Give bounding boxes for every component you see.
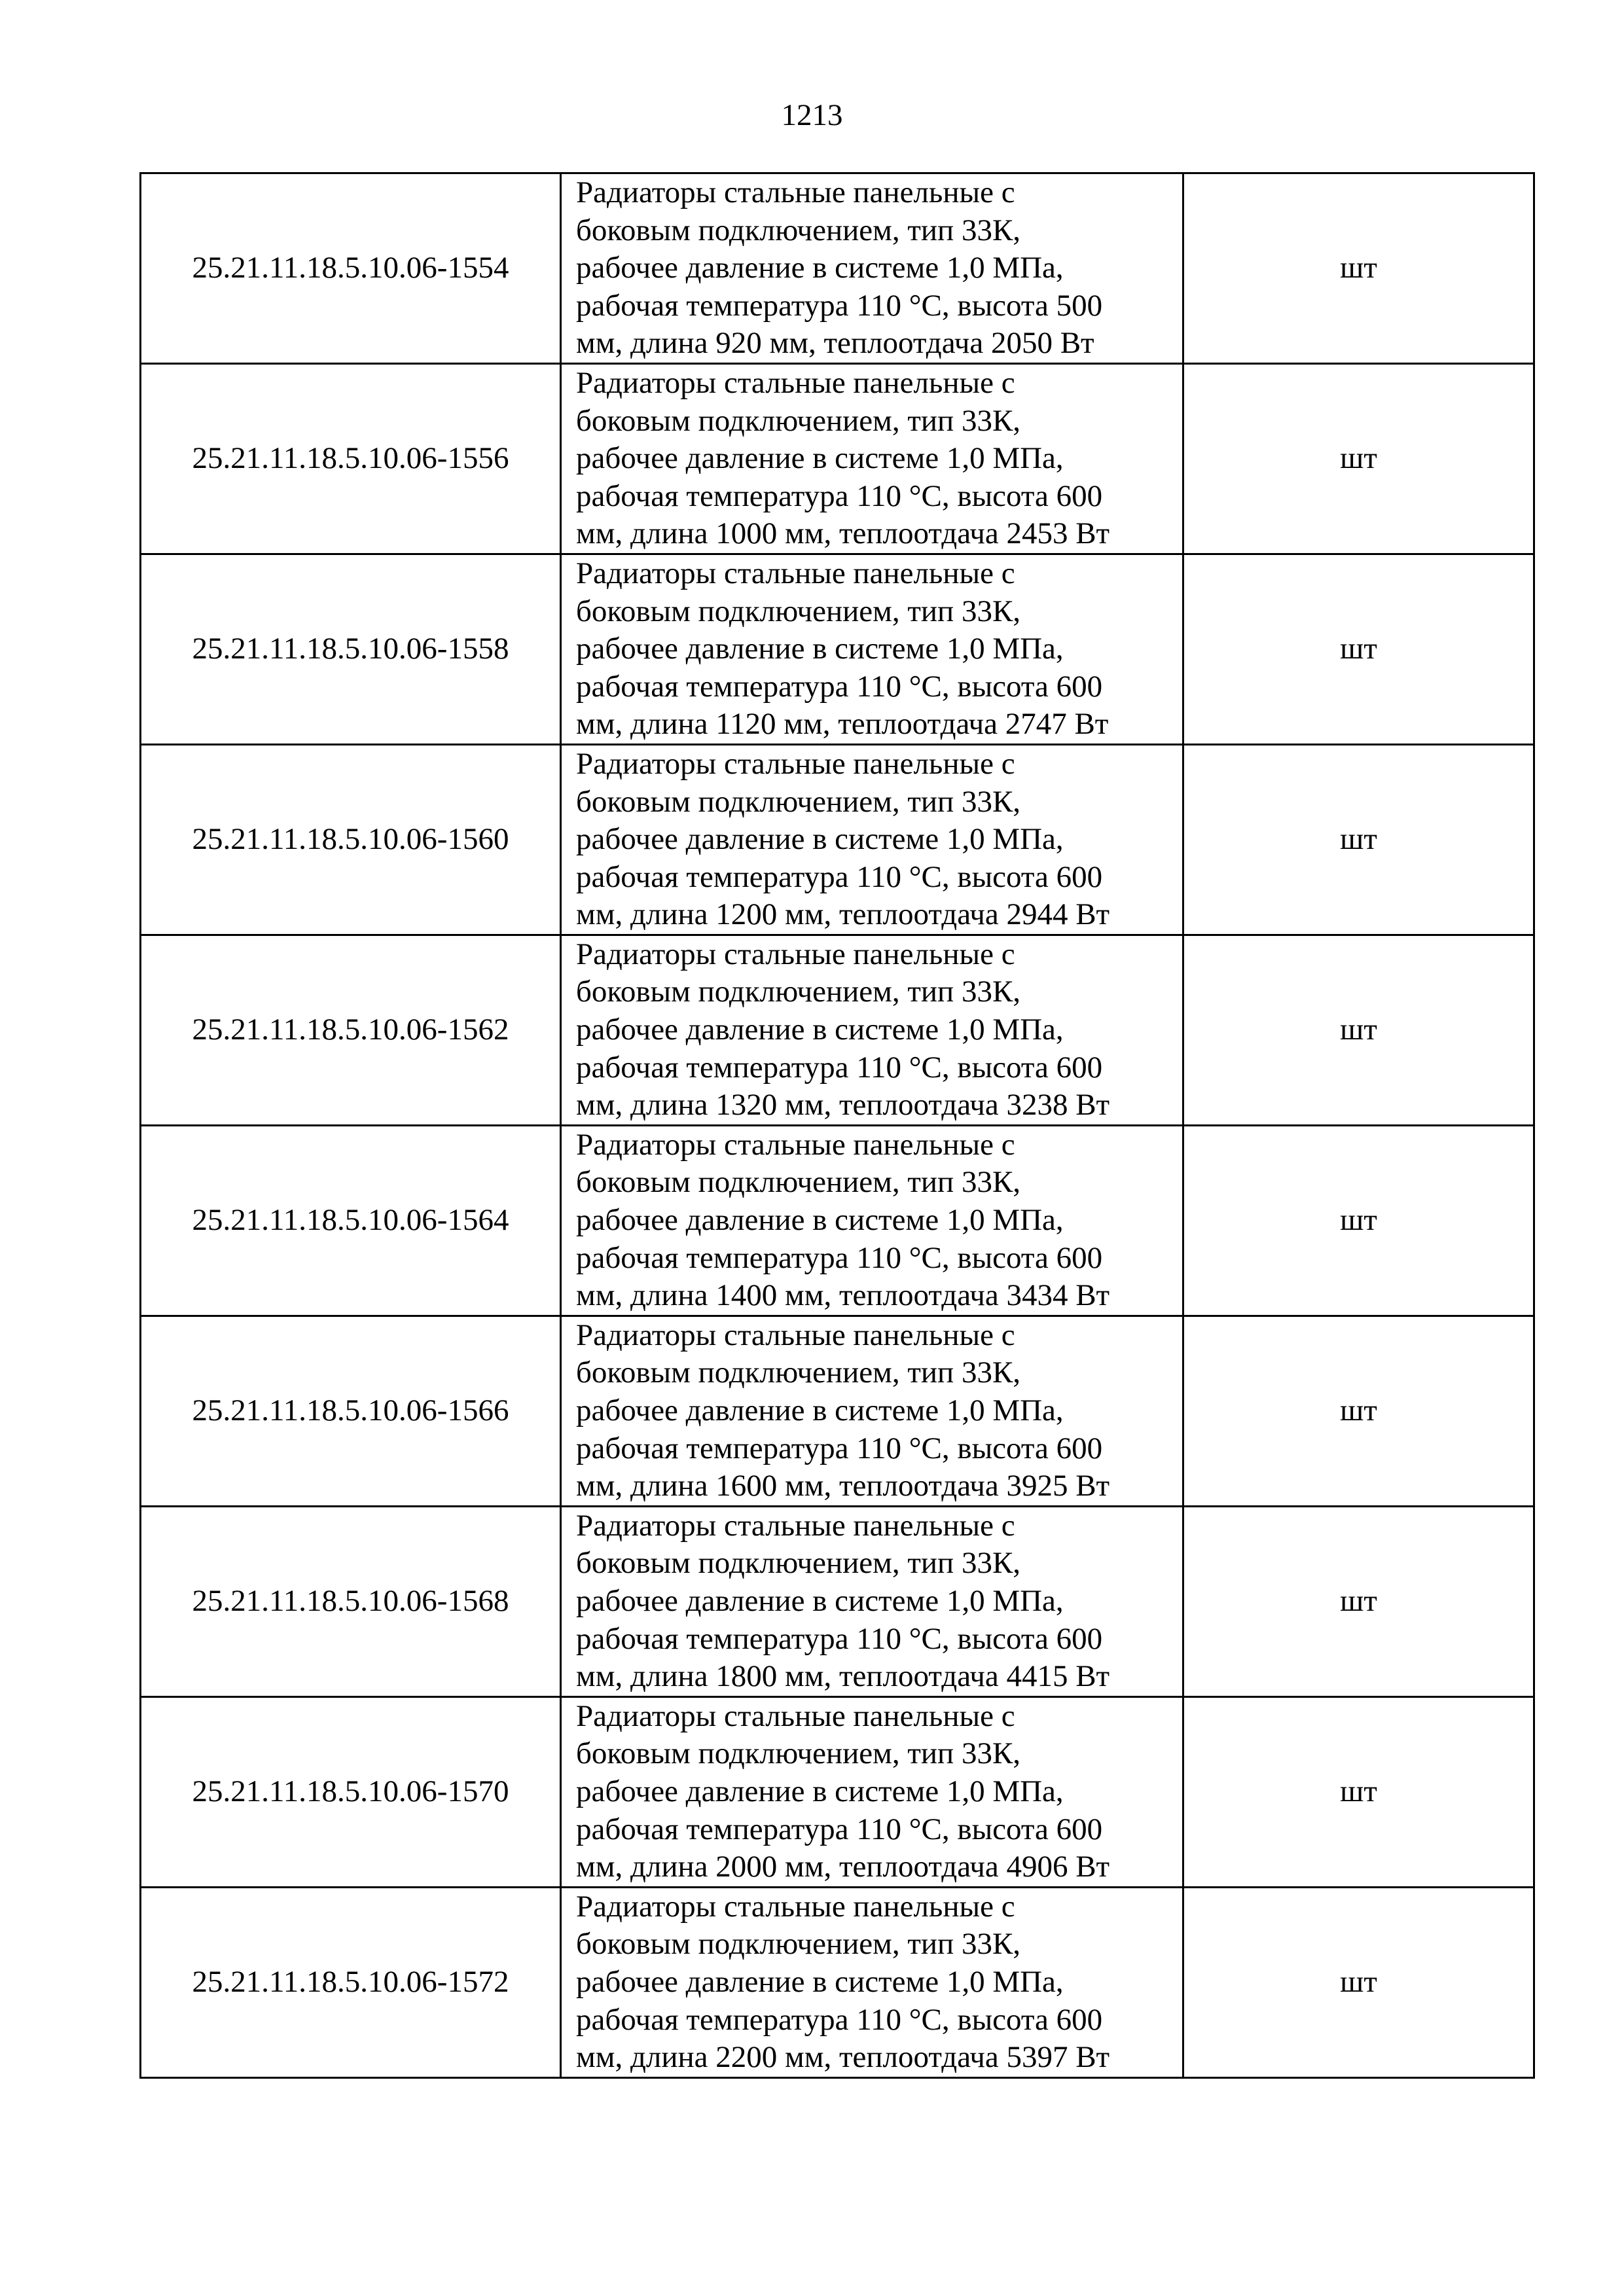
resource-name-line: мм, длина 1000 мм, теплоотдача 2453 Вт bbox=[576, 516, 1110, 551]
resource-name-line: Радиаторы стальные панельные с bbox=[576, 175, 1015, 209]
resource-name-cell bbox=[561, 173, 1183, 364]
resource-name-line: рабочая температура 110 °С, высота 500 bbox=[576, 288, 1103, 323]
resource-name-line: рабочее давление в системе 1,0 МПа, bbox=[576, 1203, 1064, 1238]
resource-name-line: рабочее давление в системе 1,0 МПа, bbox=[576, 1393, 1064, 1427]
resource-name-line: мм, длина 1400 мм, теплоотдача 3434 Вт bbox=[576, 1278, 1110, 1313]
table-row bbox=[141, 173, 1534, 364]
table-row bbox=[141, 1506, 1534, 1696]
table-row bbox=[141, 1696, 1534, 1887]
resource-name-cell bbox=[561, 554, 1183, 744]
resource-code-cell: 25.21.11.18.5.10.06-1566 bbox=[141, 1316, 561, 1506]
resource-name-line: рабочее давление в системе 1,0 МПа, bbox=[576, 822, 1064, 857]
resource-code-cell: 25.21.11.18.5.10.06-1556 bbox=[141, 363, 561, 554]
resource-name-line: Радиаторы стальные панельные с bbox=[576, 1127, 1015, 1162]
resource-name-line: Радиаторы стальные панельные с bbox=[576, 937, 1015, 971]
resource-code-cell: 25.21.11.18.5.10.06-1558 bbox=[141, 554, 561, 744]
unit-cell: шт bbox=[1183, 1696, 1534, 1887]
resource-name-cell bbox=[561, 363, 1183, 554]
table-row bbox=[141, 1316, 1534, 1506]
resource-name-line: мм, длина 1200 мм, теплоотдача 2944 Вт bbox=[576, 897, 1110, 932]
unit-cell: шт bbox=[1183, 173, 1534, 364]
unit-cell: шт bbox=[1183, 744, 1534, 935]
resource-code-cell: 25.21.11.18.5.10.06-1562 bbox=[141, 935, 561, 1125]
resource-name-line: рабочее давление в системе 1,0 МПа, bbox=[576, 251, 1064, 285]
resource-name-line: рабочее давление в системе 1,0 МПа, bbox=[576, 441, 1064, 476]
resource-code-cell: 25.21.11.18.5.10.06-1564 bbox=[141, 1125, 561, 1316]
resource-name-line: боковым подключением, тип 33К, bbox=[576, 1355, 1021, 1390]
resource-name-line: боковым подключением, тип 33К, bbox=[576, 594, 1021, 628]
resource-name-line: рабочее давление в системе 1,0 МПа, bbox=[576, 632, 1064, 666]
resource-code-cell: 25.21.11.18.5.10.06-1572 bbox=[141, 1887, 561, 2077]
resource-name-line: боковым подключением, тип 33К, bbox=[576, 975, 1021, 1009]
table-row bbox=[141, 935, 1534, 1125]
resource-name-cell bbox=[561, 1506, 1183, 1696]
resource-name-line: рабочая температура 110 °С, высота 600 bbox=[576, 1431, 1103, 1465]
table-row bbox=[141, 1887, 1534, 2077]
resource-name-line: рабочее давление в системе 1,0 МПа, bbox=[576, 1013, 1064, 1047]
resource-name-cell bbox=[561, 935, 1183, 1125]
resource-name-line: мм, длина 1800 мм, теплоотдача 4415 Вт bbox=[576, 1659, 1110, 1694]
resource-name-cell bbox=[561, 1887, 1183, 2077]
unit-cell: шт bbox=[1183, 1887, 1534, 2077]
resource-name-line: боковым подключением, тип 33К, bbox=[576, 1165, 1021, 1200]
resource-name-line: рабочая температура 110 °С, высота 600 bbox=[576, 2002, 1103, 2037]
table-row bbox=[141, 363, 1534, 554]
resource-name-line: мм, длина 2200 мм, теплоотдача 5397 Вт bbox=[576, 2040, 1110, 2075]
resource-name-line: боковым подключением, тип 33К, bbox=[576, 1546, 1021, 1581]
unit-cell: шт bbox=[1183, 1506, 1534, 1696]
resource-name-cell bbox=[561, 1696, 1183, 1887]
resource-code-cell: 25.21.11.18.5.10.06-1554 bbox=[141, 173, 561, 364]
resource-name-line: Радиаторы стальные панельные с bbox=[576, 746, 1015, 781]
resource-code-cell: 25.21.11.18.5.10.06-1570 bbox=[141, 1696, 561, 1887]
table-row bbox=[141, 554, 1534, 744]
unit-cell: шт bbox=[1183, 363, 1534, 554]
resource-code-cell: 25.21.11.18.5.10.06-1560 bbox=[141, 744, 561, 935]
resource-name-line: Радиаторы стальные панельные с bbox=[576, 1889, 1015, 1924]
resource-name-line: рабочее давление в системе 1,0 МПа, bbox=[576, 1964, 1064, 1999]
resource-name-line: рабочая температура 110 °С, высота 600 bbox=[576, 859, 1103, 894]
page-number: 1213 bbox=[781, 98, 843, 132]
resource-name-line: боковым подключением, тип 33К, bbox=[576, 1736, 1021, 1771]
resource-name-line: мм, длина 1120 мм, теплоотдача 2747 Вт bbox=[576, 707, 1109, 742]
resource-name-line: рабочая температура 110 °С, высота 600 bbox=[576, 478, 1103, 513]
resource-name-line: Радиаторы стальные панельные с bbox=[576, 1698, 1015, 1733]
resource-name-cell bbox=[561, 1125, 1183, 1316]
resource-name-line: рабочее давление в системе 1,0 МПа, bbox=[576, 1583, 1064, 1618]
resource-name-line: Радиаторы стальные панельные с bbox=[576, 1508, 1015, 1543]
resource-name-line: рабочая температура 110 °С, высота 600 bbox=[576, 1240, 1103, 1275]
resource-name-line: мм, длина 1320 мм, теплоотдача 3238 Вт bbox=[576, 1088, 1110, 1122]
table-row bbox=[141, 744, 1534, 935]
resource-name-line: Радиаторы стальные панельные с bbox=[576, 556, 1015, 590]
resource-name-line: мм, длина 2000 мм, теплоотдача 4906 Вт bbox=[576, 1850, 1110, 1884]
resource-name-line: боковым подключением, тип 33К, bbox=[576, 1927, 1021, 1962]
resource-name-line: мм, длина 1600 мм, теплоотдача 3925 Вт bbox=[576, 1469, 1110, 1503]
resource-name-line: Радиаторы стальные панельные с bbox=[576, 365, 1015, 400]
resource-name-line: боковым подключением, тип 33К, bbox=[576, 784, 1021, 819]
resource-name-line: рабочая температура 110 °С, высота 600 bbox=[576, 1812, 1103, 1846]
resource-name-line: рабочая температура 110 °С, высота 600 bbox=[576, 1050, 1103, 1085]
resource-table-body bbox=[141, 173, 1534, 2078]
unit-cell: шт bbox=[1183, 935, 1534, 1125]
table-row bbox=[141, 1125, 1534, 1316]
resource-name-line: боковым подключением, тип 33К, bbox=[576, 213, 1021, 247]
resource-code-cell: 25.21.11.18.5.10.06-1568 bbox=[141, 1506, 561, 1696]
resource-name-line: боковым подключением, тип 33К, bbox=[576, 403, 1021, 438]
resource-name-line: рабочее давление в системе 1,0 МПа, bbox=[576, 1774, 1064, 1808]
resource-name-line: рабочая температура 110 °С, высота 600 bbox=[576, 669, 1103, 704]
resource-name-cell bbox=[561, 744, 1183, 935]
resource-name-cell bbox=[561, 1316, 1183, 1506]
unit-cell: шт bbox=[1183, 1316, 1534, 1506]
unit-cell: шт bbox=[1183, 554, 1534, 744]
resource-table bbox=[139, 172, 1535, 2079]
resource-name-line: Радиаторы стальные панельные с bbox=[576, 1318, 1015, 1352]
resource-name-line: мм, длина 920 мм, теплоотдача 2050 Вт bbox=[576, 326, 1094, 361]
resource-name-line: рабочая температура 110 °С, высота 600 bbox=[576, 1621, 1103, 1656]
unit-cell: шт bbox=[1183, 1125, 1534, 1316]
